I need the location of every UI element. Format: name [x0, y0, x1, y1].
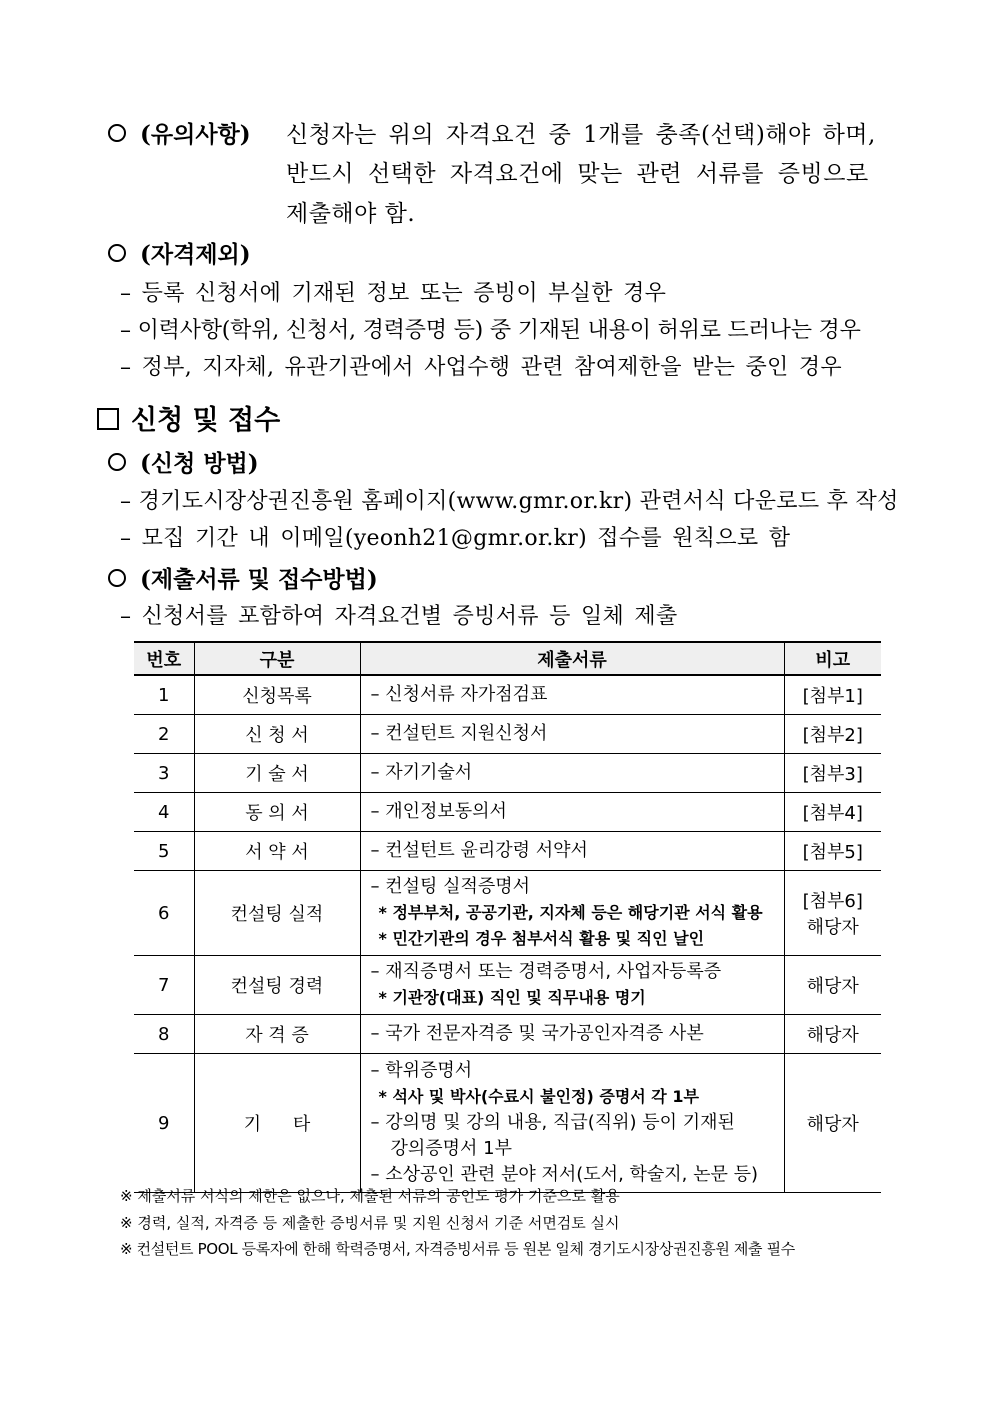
- row-document-star-2: * 민간기관의 경우 첨부서식 활용 및 직인 날인: [378, 929, 705, 948]
- header-documents: 제출서류: [360, 642, 784, 675]
- row-document: – 컨설턴트 윤리강령 서약서: [360, 832, 784, 871]
- row-note: 해당자: [784, 956, 881, 1015]
- row-category: 동 의 서: [194, 793, 360, 832]
- notice-line-3: 제출해야 함.: [286, 201, 416, 227]
- row-note: [첨부2]: [784, 715, 881, 754]
- docs-heading: [108, 561, 378, 594]
- header-note: 비고: [784, 642, 881, 675]
- row-note: [첨부3]: [784, 754, 881, 793]
- row-no: 8: [134, 1015, 194, 1054]
- row-category: 기 술 서: [194, 754, 360, 793]
- docs-label: (제출서류 및 접수방법): [140, 566, 378, 593]
- header-category: 구분: [194, 642, 360, 675]
- docs-item-1: – 신청서를 포함하여 자격요건별 증빙서류 등 일체 제출: [120, 604, 678, 629]
- row-document-cell: [360, 871, 784, 956]
- row-document-2: – 강의명 및 강의 내용, 직급(직위) 등이 기재된: [370, 1112, 735, 1133]
- row-note: 해당자: [784, 1015, 881, 1054]
- row-document: – 신청서류 자가점검표: [360, 675, 784, 715]
- table-row: [134, 956, 881, 1015]
- row-no: 1: [134, 675, 194, 715]
- row-note: 해당자: [784, 1054, 881, 1193]
- method-heading: [108, 445, 259, 478]
- row-no: 7: [134, 956, 194, 1015]
- row-document-star-1: * 기관장(대표) 직인 및 직무내용 명기: [378, 988, 646, 1007]
- footnote-2: ※ 경력, 실적, 자격증 등 제출한 증빙서류 및 지원 신청서 기준 서면검토 실시: [120, 1214, 620, 1232]
- method-label: (신청 방법): [140, 450, 259, 477]
- row-note-cell: [784, 871, 881, 956]
- row-document-3: – 소상공인 관련 분야 저서(도서, 학술지, 논문 등): [370, 1164, 759, 1185]
- row-note-2: 해당자: [806, 917, 859, 938]
- method-item-1: – 경기도시장상권진흥원 홈페이지(www.gmr.or.kr) 관련서식 다운로드 후 작성: [120, 489, 899, 514]
- row-document: – 재직증명서 또는 경력증명서, 사업자등록증: [370, 961, 722, 982]
- row-note: [첨부6]: [802, 891, 863, 912]
- notice-line-2: 반드시 선택한 자격요건에 맞는 관련 서류를 증빙으로: [286, 161, 869, 187]
- table-row: [134, 715, 881, 754]
- exclusion-item-2: – 이력사항(학위, 신청서, 경력증명 등) 중 기재된 내용이 허위로 드러나는 경우: [120, 318, 861, 343]
- row-document-star-1: * 정부부처, 공공기관, 지자체 등은 해당기관 서식 활용: [378, 903, 763, 922]
- table-row: [134, 1054, 881, 1193]
- row-document-cell: [360, 956, 784, 1015]
- row-note: [첨부4]: [784, 793, 881, 832]
- footnote-1: ※ 제출서류 서식의 제한은 없으나, 제출된 서류의 공인도 평가 기준으로 활용: [120, 1187, 620, 1205]
- notice-heading: [108, 116, 251, 149]
- row-no: 9: [134, 1054, 194, 1193]
- notice-label: (유의사항): [140, 121, 251, 148]
- row-no: 4: [134, 793, 194, 832]
- exclusion-heading: [108, 236, 251, 269]
- circle-bullet-icon: [108, 453, 126, 471]
- table-row: [134, 871, 881, 956]
- circle-bullet-icon: [108, 124, 126, 142]
- table-row: [134, 832, 881, 871]
- exclusion-item-3: – 정부, 지자체, 유관기관에서 사업수행 관련 참여제한을 받는 중인 경우: [120, 355, 842, 380]
- row-category: 컨설팅 실적: [194, 871, 360, 956]
- method-item-2: – 모집 기간 내 이메일(yeonh21@gmr.or.kr) 접수를 원칙으로 함: [120, 526, 791, 551]
- row-no: 6: [134, 871, 194, 956]
- circle-bullet-icon: [108, 244, 126, 262]
- row-document: – 컨설턴트 지원신청서: [360, 715, 784, 754]
- footnote-3: ※ 컨설턴트 POOL 등록자에 한해 학력증명서, 자격증빙서류 등 원본 일체 경기도시장상권진흥원 제출 필수: [120, 1240, 795, 1258]
- row-document: – 컨설팅 실적증명서: [370, 876, 531, 897]
- row-document-2b: 강의증명서 1부: [390, 1138, 513, 1159]
- table-row: [134, 793, 881, 832]
- row-category: 신 청 서: [194, 715, 360, 754]
- header-no: 번호: [134, 642, 194, 675]
- table-row: [134, 754, 881, 793]
- documents-table: [134, 641, 881, 1193]
- row-no: 5: [134, 832, 194, 871]
- row-category: 자 격 증: [194, 1015, 360, 1054]
- section-heading: [97, 398, 280, 437]
- row-document-cell: [360, 1054, 784, 1193]
- row-document: – 국가 전문자격증 및 국가공인자격증 사본: [360, 1015, 784, 1054]
- table-row: [134, 1015, 881, 1054]
- row-category: 컨설팅 경력: [194, 956, 360, 1015]
- table-row: [134, 675, 881, 715]
- row-category: 신청목록: [194, 675, 360, 715]
- row-no: 3: [134, 754, 194, 793]
- row-document: – 자기기술서: [360, 754, 784, 793]
- row-note: [첨부1]: [784, 675, 881, 715]
- row-document: – 학위증명서: [370, 1060, 473, 1081]
- row-category: 기 타: [194, 1054, 360, 1193]
- row-category: 서 약 서: [194, 832, 360, 871]
- notice-line-1: 신청자는 위의 자격요건 중 1개를 충족(선택)해야 하며,: [286, 122, 876, 148]
- section-title: 신청 및 접수: [131, 405, 281, 436]
- exclusion-label: (자격제외): [140, 241, 251, 268]
- row-no: 2: [134, 715, 194, 754]
- row-document: – 개인정보동의서: [360, 793, 784, 832]
- row-document-star-1: * 석사 및 박사(수료시 불인정) 증명서 각 1부: [378, 1087, 699, 1106]
- table-header-row: [134, 642, 881, 675]
- circle-bullet-icon: [108, 569, 126, 587]
- exclusion-item-1: – 등록 신청서에 기재된 정보 또는 증빙이 부실한 경우: [120, 281, 667, 306]
- row-note: [첨부5]: [784, 832, 881, 871]
- square-bullet-icon: [97, 408, 119, 430]
